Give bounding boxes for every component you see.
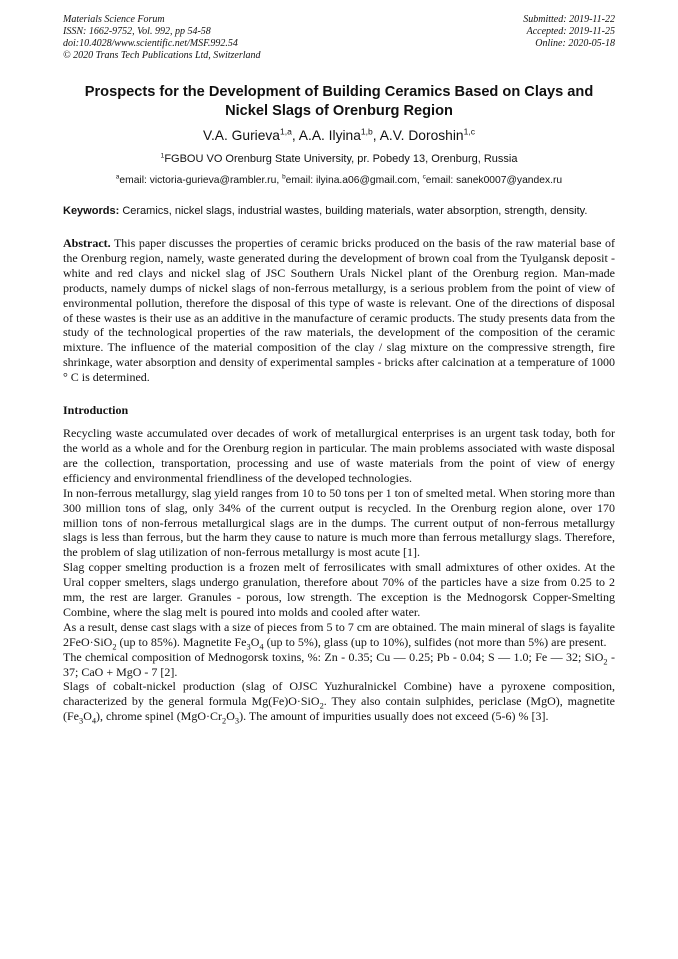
author-emails: $^a$email: victoria-gurieva@rambler.ru, $^b$email: ilyina.a06@gmail.com, $^c$email: sanek0007@yandex.ru — [115, 173, 563, 186]
journal-copyright: © 2020 Trans Tech Publications Ltd, Switzerland — [63, 50, 261, 61]
email-link[interactable]: victoria-gurieva@rambler.ru — [149, 175, 277, 186]
abstract-label: Abstract. — [63, 236, 111, 250]
author-list: V.A. Gurieva$^{1,a}$, A.A. Ilyina$^{1,b}$, A.V. Doroshin$^{1,c}$ — [203, 126, 475, 143]
abstract-text: This paper discusses the properties of ceramic bricks produced on the basis of the raw material base of the Orenburg region, namely, waste generated during the development of brown coal from the Tyulgansk deposit - white and red clays and nickel slag of JSC Southern Urals Nickel plant of the Orenburg region. Man-made products, namely dumps of nickel slags of non-ferrous metallurgy, is a serious problem from the point of view of environmental pollution, therefore the disposal of this type of waste is relevant. One of the directions of disposal of these wastes is their use as an additive in the manufacture of ceramic products. The study presents data from the study of the technological properties of the raw materials, the development of the composition of the ceramic mixture. The influence of the material composition of the clay / slag mixture on the compressive strength, fire shrinkage, water absorption and density of experimental samples - bricks after calcination at a temperature of 1000 ° C is determined. — [63, 236, 615, 385]
affiliation: $^1$FGBOU VO Orenburg State University, pr. Pobedy 13, Orenburg, Russia — [160, 152, 518, 165]
author-affiliation-mark: 1,c — [463, 126, 475, 137]
journal-info — [63, 14, 261, 62]
email-link[interactable]: ilyina.a06@gmail.com — [315, 175, 417, 186]
author-name: V.A. Gurieva — [203, 128, 280, 143]
body-paragraph: Recycling waste accumulated over decades of work of metallurgical enterprises is an urgent task today, both for the world as a whole and for the Orenburg region in particular. The main problems associated with waste disposal are the collection, transportation, processing and use of waste materials from the point of view of energy efficiency and environmental friendliness of the developed technologies. — [63, 426, 615, 485]
submission-dates — [523, 14, 615, 50]
paper-title: Prospects for the Development of Building Ceramics Based on Clays and Nickel Slags of Orenburg Region — [84, 84, 594, 119]
accepted-date: Accepted: 2019-11-25 — [526, 26, 615, 37]
keywords-label: Keywords: — [63, 205, 120, 217]
author-affiliation-mark: 1,b — [360, 126, 373, 137]
journal-issn: ISSN: 1662-9752, Vol. 992, pp 54-58 — [63, 26, 211, 37]
keywords-text: Ceramics, nickel slags, industrial wastes, building materials, water absorption, strength, density. — [122, 205, 588, 217]
journal-header — [63, 14, 615, 66]
paper-page — [63, 14, 615, 724]
section-heading-introduction: Introduction — [63, 403, 129, 418]
online-date: Online: 2020-05-18 — [535, 38, 615, 49]
abstract — [63, 236, 615, 385]
body-paragraph: The chemical composition of Mednogorsk toxins, %: Zn - 0.35; Cu — 0.25; Pb - 0.04; S — 1.0; Fe — 32; SiO$_2$ - 37; CaO + MgO - 7 [2]. — [63, 649, 616, 679]
author-name: A.A. Ilyina — [298, 128, 361, 143]
author-name: A.V. Doroshin — [379, 128, 464, 143]
journal-doi[interactable]: doi:10.4028/www.scientific.net/MSF.992.54 — [63, 38, 238, 49]
body-paragraph: As a result, dense cast slags with a size of pieces from 5 to 7 cm are obtained. The main mineral of slags is fayalite 2FeO·SiO$_2$ (up to 85%). Magnetite $Fe_3O_4$ (up to 5%), glass (up to 10%), sulfides (not more than 5%) are present. — [63, 619, 615, 652]
journal-name: Materials Science Forum — [63, 14, 165, 25]
keywords — [63, 204, 615, 219]
body-paragraph: In non-ferrous metallurgy, slag yield ranges from 10 to 50 tons per 1 ton of smelted metal. When storing more than 300 million tons of slag, only 34% of the current output is recycled. In the Orenburg region alone, over 170 million tons of non-ferrous metallurgical slags are in the dumps. The current output of non-ferrous metallurgy slags is less than ferrous, but the harm they cause to nature is much more than ferrous metallurgy slags. Therefore, the problem of slag utilization of non-ferrous metallurgy is most acute [1]. — [63, 485, 615, 560]
body-paragraph: Slags of cobalt-nickel production (slag of OJSC Yuzhuralnickel Combine) have a pyroxene composition, characterized by the general formula Mg(Fe)O·SiO$_2$. They also contain sulphides, periclase (MgO), magnetite $(Fe_3O_4)$, chrome spinel $(MgO\cdot Cr_2O_3)$. The amount of impurities usually does not exceed (5-6) % [3]. — [63, 679, 615, 726]
email-link[interactable]: sanek0007@yandex.ru — [456, 175, 563, 186]
body-paragraph: Slag copper smelting production is a frozen melt of ferrosilicates with small admixtures of other oxides. At the Ural copper smelters, slags undergo granulation, therefore about 70% of the particles have a size from 0.25 to 2 mm, the rest are larger. Granules - porous, low strength. The exception is the Mednogorsk Copper-Smelting Combine, where the slag melt is poured into molds and cooled after water. — [63, 560, 615, 619]
submitted-date: Submitted: 2019-11-22 — [523, 14, 615, 25]
author-affiliation-mark: 1,a — [279, 126, 292, 137]
